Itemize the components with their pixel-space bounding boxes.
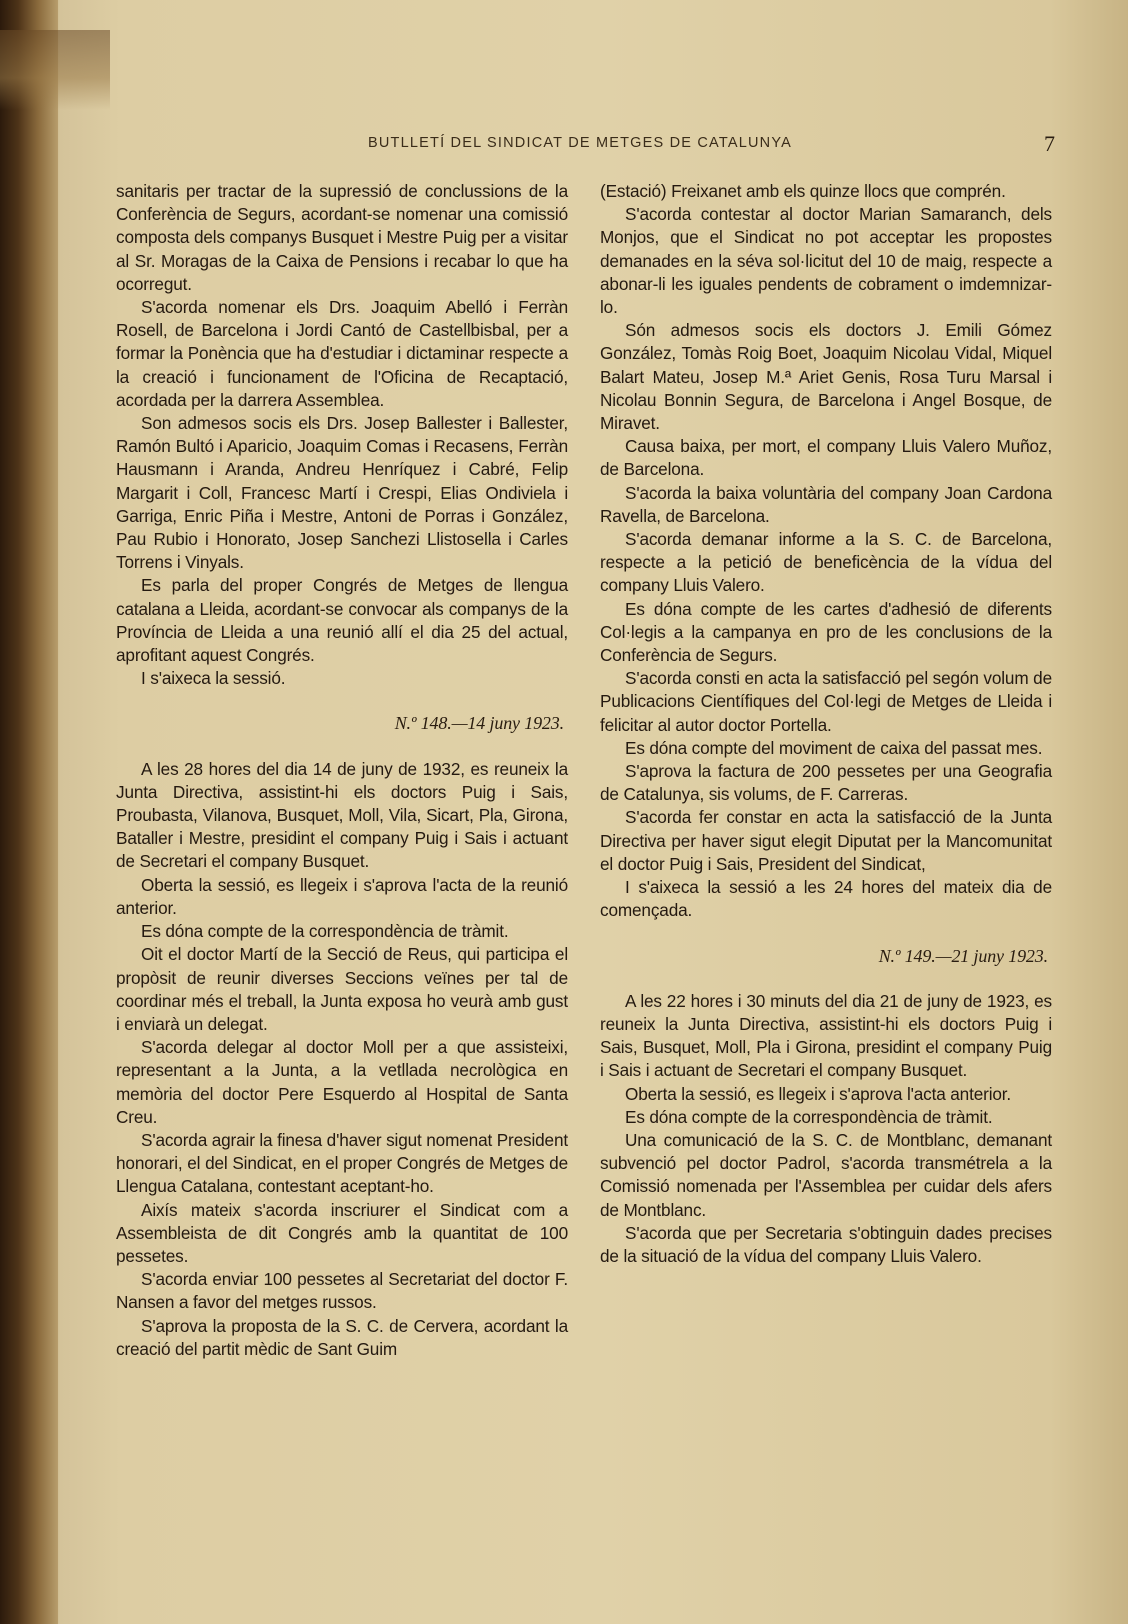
paragraph: S'acorda agrair la finesa d'haver sigut nomenat President honorari, el del Sindicat, en el proper Congrés de Metges de Llengua Catalana, contestant aceptant-ho. [116, 1129, 568, 1197]
book-spine [0, 0, 58, 1624]
paragraph: S'acorda que per Secretaria s'obtinguin dades precises de la situació de la vídua del company Lluis Valero. [600, 1222, 1052, 1266]
paragraph: S'acorda enviar 100 pessetes al Secretariat del doctor F. Nansen a favor del metges russos. [116, 1269, 568, 1313]
paragraph: Oberta la sessió, es llegeix i s'aprova l'acta anterior. [625, 1083, 1012, 1104]
paragraph: Es dóna compte de la correspondència de tràmit. [141, 921, 509, 942]
paragraph: Es dóna compte de les cartes d'adhesió de diferents Col·legis a la campanya en pro de les conclusions de la Conferència de Segurs. [600, 598, 1052, 666]
paragraph: S'acorda nomenar els Drs. Joaquim Abelló i Ferràn Rosell, de Barcelona i Jordi Cantó de Castellbisbal, per a formar la Ponència que ha d'estudiar i dictaminar respecte a la creació i funcionament de l'Oficina de Recaptació, acordada per la darrera Assemblea. [116, 297, 568, 410]
session-heading: N.º 149.—21 juny 1923. [878, 945, 1048, 966]
paragraph: Són admesos socis els doctors J. Emili Gómez González, Tomàs Roig Boet, Joaquim Nicolau Vidal, Miquel Balart Mateu, Josep M.ª Ariet Genis, Rosa Turu Marsal i Nicolau Bonnin Segura, de Barcelona i Angel Bosque, de Miravet. [600, 320, 1052, 434]
paragraph: S'acorda demanar informe a la S. C. de Barcelona, respecte a la petició de beneficència de la vídua del company Lluis Valero. [600, 529, 1052, 596]
paragraph: S'aprova la proposta de la S. C. de Cervera, acordant la creació del partit mèdic de Sant Guim [116, 1315, 568, 1359]
paragraph: Es dóna compte del moviment de caixa del passat mes. [625, 737, 1043, 758]
page-number: 7 [1044, 131, 1055, 156]
session-heading: N.º 148.—14 juny 1923. [394, 713, 564, 734]
paragraph: sanitaris per tractar de la supressió de conclussions de la Conferència de Segurs, acordant-se nomenar una comissió composta dels companys Busquet i Mestre Puig per a visitar al Sr. Moragas de la Caixa de Pensions i recabar lo que ha ocorregut. [116, 181, 568, 294]
paragraph: S'acorda delegar al doctor Moll per a que assisteixi, representant a la Junta, a la vetllada necrològica en memòria del doctor Pere Esquerdo al Hospital de Santa Creu. [116, 1037, 568, 1127]
paragraph: S'acorda consti en acta la satisfacció pel segón volum de Publicacions Científiques del Col·legi de Metges de Lleida i felicitar al autor doctor Portella. [600, 668, 1052, 735]
paragraph: Son admesos socis els Drs. Josep Ballester i Ballester, Ramón Bultó i Aparicio, Joaquim Comas i Recasens, Ferràn Hausmann i Aranda, Andreu Henríquez i Cabré, Felip Margarit i Coll, Francesc Martí i Crespi, Elias Ondiviela i Garriga, Enric Piña i Mestre, Antoni de Porras i González, Pau Rubio i Honorato, Josep Sanchezi Llistosella i Carles Torrens i Vinyals. [116, 413, 568, 573]
paragraph: A les 28 hores del dia 14 de juny de 1932, es reuneix la Junta Directiva, assistint-hi els doctors Puig i Sais, Proubasta, Vilanova, Busquet, Moll, Vila, Sicart, Pla, Girona, Bataller i Mestre, presidint el company Puig i Sais i actuant de Secretari el company Busquet. [116, 758, 568, 872]
paragraph: I s'aixeca la sessió a les 24 hores del mateix dia de començada. [600, 877, 1052, 921]
paragraph: A les 22 hores i 30 minuts del dia 21 de juny de 1923, es reuneix la Junta Directiva, assistint-hi els doctors Puig i Sais, Busquet, Moll, Pla i Girona, presidint el company Puig i Sais i actuant de Secretari el company Busquet. [600, 990, 1052, 1081]
paragraph: S'acorda la baixa voluntària del company Joan Cardona Ravella, de Barcelona. [600, 482, 1052, 526]
paragraph: Oit el doctor Martí de la Secció de Reus, qui participa el propòsit de reunir diverses Seccions veïnes per tal de coordinar més el treball, la Junta exposa ho veurà amb gust i enviarà un delegat. [116, 944, 568, 1034]
paragraph: Aixís mateix s'acorda inscriurer el Sindicat com a Assembleista de dit Congrés amb la quantitat de 100 pessetes. [116, 1199, 568, 1266]
binding-shadow [0, 30, 110, 110]
paragraph: Causa baixa, per mort, el company Lluis Valero Muñoz, de Barcelona. [600, 436, 1052, 480]
paragraph: S'aprova la factura de 200 pessetes per una Geografia de Catalunya, sis volums, de F. Carreras. [600, 761, 1052, 805]
paragraph: Es dóna compte de la correspondència de tràmit. [625, 1106, 993, 1127]
paragraph: (Estació) Freixanet amb els quinze llocs que comprén. [600, 181, 1006, 201]
page-header [100, 131, 1060, 159]
right-column [600, 180, 1052, 1268]
paragraph: S'acorda fer constar en acta la satisfacció de la Junta Directiva per haver sigut elegit Diputat per la Mancomunitat el doctor Puig i Sais, President del Sindicat, [600, 807, 1052, 874]
paragraph: Oberta la sessió, es llegeix i s'aprova l'acta de la reunió anterior. [116, 874, 568, 918]
left-column [116, 180, 568, 1361]
paragraph: Una comunicació de la S. C. de Montblanc, demanant subvenció pel doctor Padrol, s'acorda transmétrela a la Comissió nomenada per l'Assemblea per cuidar dels afers de Montblanc. [600, 1129, 1052, 1220]
paragraph: I s'aixeca la sessió. [141, 668, 286, 689]
paragraph: Es parla del proper Congrés de Metges de llengua catalana a Lleida, acordant-se convocar als companys de la Província de Lleida a una reunió allí el dia 25 del actual, aprofitant aquest Congrés. [116, 575, 568, 666]
paragraph: S'acorda contestar al doctor Marian Samaranch, dels Monjos, que el Sindicat no pot acceptar les propostes demanades en la séva sol·licitut del 10 de maig, respecte a abonar-li les iguales pendents de cobrament o imdemnizar-lo. [600, 204, 1052, 318]
running-head: BUTLLETÍ DEL SINDICAT DE METGES DE CATALUNYA [368, 135, 792, 151]
